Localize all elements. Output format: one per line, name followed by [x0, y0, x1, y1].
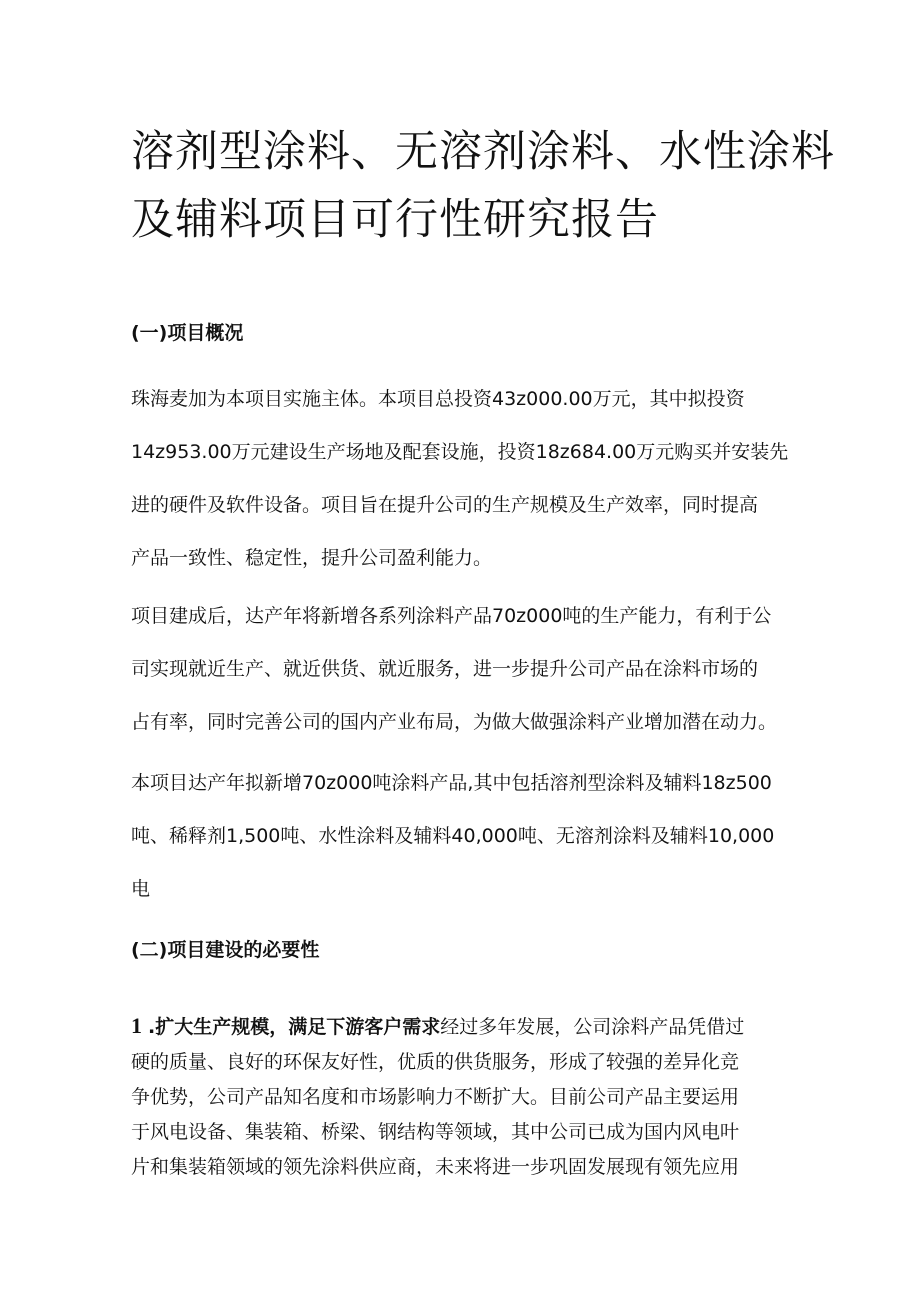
paragraph-line: 14z953.00万元建设生产场地及配套设施，投资18z684.00万元购买并安装先 — [131, 441, 789, 463]
paragraph-line: 电 — [131, 878, 151, 900]
paragraph-line: 产品一致性、稳定性，提升公司盈利能力。 — [131, 547, 493, 569]
paragraph-line: 吨、稀释剂1,500吨、水性涂料及辅料40,000吨、无溶剂涂料及辅料10,000 — [131, 825, 775, 847]
title-line-2: 及辅料项目可行性研究报告 — [131, 195, 659, 245]
paragraph-line: 争优势，公司产品知名度和市场影响力不断扩大。目前公司产品主要运用 — [131, 1086, 740, 1108]
document-title — [131, 118, 835, 254]
paragraph-line: 于风电设备、集装箱、桥梁、钢结构等领域，其中公司已成为国内风电叶 — [131, 1121, 740, 1143]
section-1-paragraph-2 — [131, 590, 801, 749]
section-1-paragraph-1 — [131, 373, 801, 585]
section-1-paragraph-3 — [131, 757, 801, 916]
section-2-item-1 — [131, 1008, 801, 1185]
section-2-heading: (二)项目建设的必要性 — [131, 939, 320, 961]
paragraph-line: 硬的质量、良好的环保友好性，优质的供货服务，形成了较强的差异化竞 — [131, 1051, 740, 1073]
paragraph-line: 项目建成后，达产年将新增各系列涂料产品70z000吨的生产能力，有利于公 — [131, 605, 772, 627]
item-number: 1 — [131, 1013, 142, 1038]
section-1-heading: (一)项目概况 — [131, 322, 244, 344]
paragraph-line: 珠海麦加为本项目实施主体。本项目总投资43z000.00万元，其中拟投资 — [131, 388, 745, 410]
paragraph-line: 占有率，同时完善公司的国内产业布局，为做大做强涂料产业增加潜在动力。 — [131, 711, 778, 733]
paragraph-line: 本项目达产年拟新增70z000吨涂料产品,其中包括溶剂型涂料及辅料18z500 — [131, 772, 772, 794]
item-first-line-rest: 经过多年发展，公司涂料产品凭借过 — [440, 1016, 745, 1038]
paragraph-line: 片和集装箱领域的领先涂料供应商，未来将进一步巩固发展现有领先应用 — [131, 1156, 740, 1178]
item-lead-text: .扩大生产规模，满足下游客户需求 — [148, 1016, 441, 1038]
paragraph-line: 进的硬件及软件设备。项目旨在提升公司的生产规模及生产效率，同时提高 — [131, 494, 759, 516]
paragraph-line: 司实现就近生产、就近供货、就近服务，进一步提升公司产品在涂料市场的 — [131, 658, 759, 680]
title-line-1: 溶剂型涂料、无溶剂涂料、水性涂料 — [131, 127, 835, 177]
item-first-line — [131, 1008, 801, 1045]
